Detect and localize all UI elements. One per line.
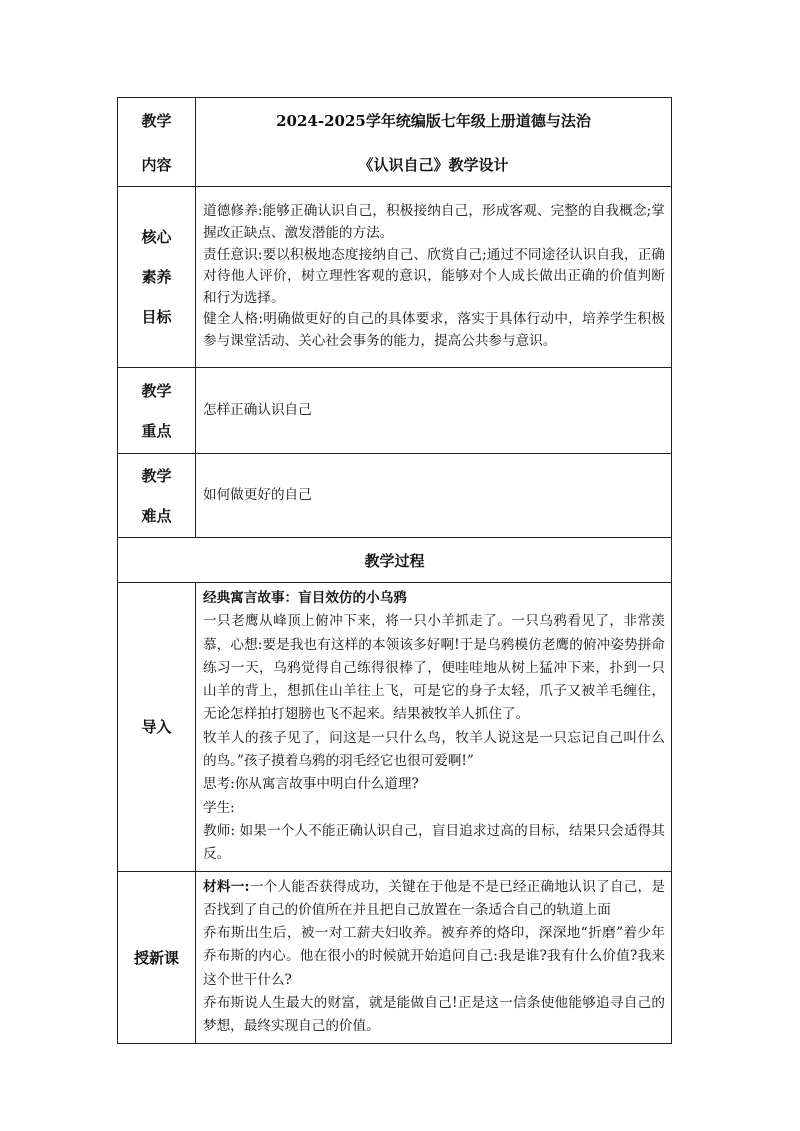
lesson-plan-table [117,97,672,1044]
core-goals-content [196,187,672,368]
core-goals-row [118,187,672,368]
goal-moral: 道德修养:能够正确认识自己，积极接纳自己，形成客观、完整的自我概念;掌握改正缺点、激发潜能的方法。 [203,203,665,242]
intro-label: 导入 [118,583,196,872]
key-points-content: 怎样正确认识自己 [196,368,672,454]
intro-student: 学生: [203,799,235,816]
material-one-lead: 材料一: [203,878,250,895]
header-row [118,98,672,187]
difficulties-row [118,454,672,538]
difficulties-label: 教学 难点 [118,454,196,538]
material-one-text: 一个人能否获得成功，关键在于他是不是已经正确地认识了自己，是否找到了自己的价值所在并且把自己放置在一条适合自己的轨道上面 [203,878,665,918]
key-points-row [118,368,672,454]
intro-heading: 经典寓言故事：盲目效仿的小乌鸦 [203,590,407,606]
new-lesson-content [196,871,672,1043]
new-lesson-label: 授新课 [118,871,196,1043]
intro-story: 一只老鹰从峰顶上俯冲下来，将一只小羊抓走了。一只乌鸦看见了，非常羡慕，心想:要是我也有这样的本领该多好啊!于是乌鸦模仿老鹰的俯冲姿势拼命练习一天，乌鸦觉得自己练得很棒了，便哇哇地从树上猛冲下来，扑到一只山羊的背上，想抓住山羊往上飞，可是它的身子太轻，爪子又被羊毛缠住，无论怎样拍打翅膀也飞不起来。结果被牧羊人抓住了。 [203,613,665,723]
difficulties-content: 如何做更好的自己 [196,454,672,538]
jobs-conclusion: 乔布斯说人生最大的财富，就是能做自己!正是这一信条使他能够追寻自己的梦想，最终实现自己的价值。 [203,995,665,1035]
jobs-story: 乔布斯出生后，被一对工薪夫妇收养。被弃养的烙印，深深地“折磨”着少年乔布斯的内心。他在很小的时候就开始追问自己:我是谁?我有什么价值?我来这个世干什么? [203,925,665,988]
process-title: 教学过程 [118,538,672,583]
process-row [118,538,672,583]
goal-responsibility: 责任意识:要以积极地态度接纳自己、欣赏自己;通过不同途径认识自我，正确对待他人评价，树立理性客观的意识，能够对个人成长做出正确的价值判断和行为选择。 [203,246,665,306]
document-title: 2024-2025学年统编版七年级上册道德与法治 《认识自己》教学设计 [196,98,672,187]
intro-teacher: 教师: 如果一个人不能正确认识自己，盲目追求过高的目标，结果只会适得其反。 [203,822,665,863]
intro-content [196,583,672,872]
new-lesson-row [118,871,672,1043]
core-goals-label: 核心 素养 目标 [118,187,196,368]
intro-row [118,583,672,872]
teaching-content-label: 教学 内容 [118,98,196,187]
goal-personality: 健全人格:明确做更好的自己的具体要求，落实于具体行动中，培养学生积极参与课堂活动、关心社会事务的能力，提高公共参与意识。 [203,311,665,349]
key-points-label: 教学 重点 [118,368,196,454]
intro-question: 思考:你从寓言故事中明白什么道理? [203,776,419,793]
intro-story-end: 牧羊人的孩子见了，问这是一只什么鸟，牧羊人说这是一只忘记自己叫什么的鸟。”孩子摸着乌鸦的羽毛经它也很可爱啊!” [203,729,665,770]
material-one [203,876,665,923]
